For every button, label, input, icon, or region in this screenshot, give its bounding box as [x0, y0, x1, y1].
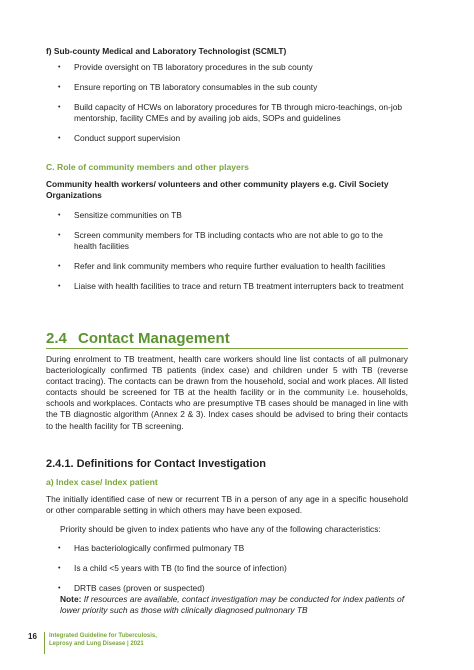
list-item: • DRTB cases (proven or suspected) [46, 583, 408, 594]
list-item: • Sensitize communities on TB [46, 210, 408, 221]
list-item: • Provide oversight on TB laboratory procedures in the sub county [46, 62, 408, 73]
page-number: 16 [28, 632, 37, 641]
section-divider [46, 348, 408, 349]
list-item: • Screen community members for TB including contacts who are not able to go to the health facilities [46, 230, 408, 252]
list-item: • Ensure reporting on TB laboratory consumables in the sub county [46, 82, 408, 93]
scmlt-list [46, 62, 408, 152]
section-title [46, 330, 230, 347]
list-item: • Liaise with health facilities to trace and return TB treatment interrupters back to treatment [46, 281, 408, 292]
list-item: • Build capacity of HCWs on laboratory procedures for TB through micro-teachings, on-job mentorship, facility CMEs and by availing job aids, SOPs and guidelines [46, 102, 408, 124]
index-case-paragraph: The initially identified case of new or recurrent TB in a person of any age in a specific household or other comparable setting in which others may have been exposed. [46, 494, 408, 516]
scmlt-heading: f) Sub-county Medical and Laboratory Technologist (SCMLT) [46, 46, 287, 56]
footer-text [49, 632, 157, 649]
footer-line-2: Leprosy and Lung Disease | 2021 [49, 641, 144, 648]
list-item: • Is a child <5 years with TB (to find the source of infection) [46, 563, 408, 574]
section-number: 2.4 [46, 330, 67, 347]
section-title-text: Contact Management [78, 330, 230, 347]
community-list [46, 210, 408, 300]
community-subheading: Community health workers/ volunteers and other community players e.g. Civil Society Organizations [46, 179, 389, 201]
footer-divider [44, 632, 45, 654]
list-item: • Has bacteriologically confirmed pulmonary TB [46, 543, 408, 554]
footer-line-1: Integrated Guideline for Tuberculosis, [49, 633, 157, 639]
note-label: Note: [60, 594, 82, 604]
index-case-heading: a) Index case/ Index patient [46, 477, 158, 487]
contact-management-paragraph: During enrolment to TB treatment, health care workers should line list contacts of all pulmonary bacteriologically confirmed TB patients (index case) and children under 5 with TB (reverse contact tracing). The contacts can be drawn from the household, social and work places. All listed contacts should be screened for TB at the health facility or in the community i.e. households, schools and workplaces. Contacts who are presumptive TB cases should be managed in line with the TB diagnostic algorithm (Annex 2 & 3). Index cases should be advised to bring their contacts to the health facility for TB screening. [46, 354, 408, 431]
list-item: • Refer and link community members who require further evaluation to health facilities [46, 261, 408, 272]
page-footer [28, 632, 157, 654]
definitions-heading: 2.4.1. Definitions for Contact Investigation [46, 458, 267, 470]
note-text: If resources are available, contact investigation may be conducted for index patients of lower priority such as those with clinically diagnosed pulmonary TB [60, 594, 405, 616]
list-item: • Conduct support supervision [46, 133, 408, 144]
community-heading: C. Role of community members and other players [46, 162, 249, 172]
note-paragraph [46, 594, 408, 616]
priority-paragraph: Priority should be given to index patients who have any of the following characteristics: [60, 524, 381, 534]
